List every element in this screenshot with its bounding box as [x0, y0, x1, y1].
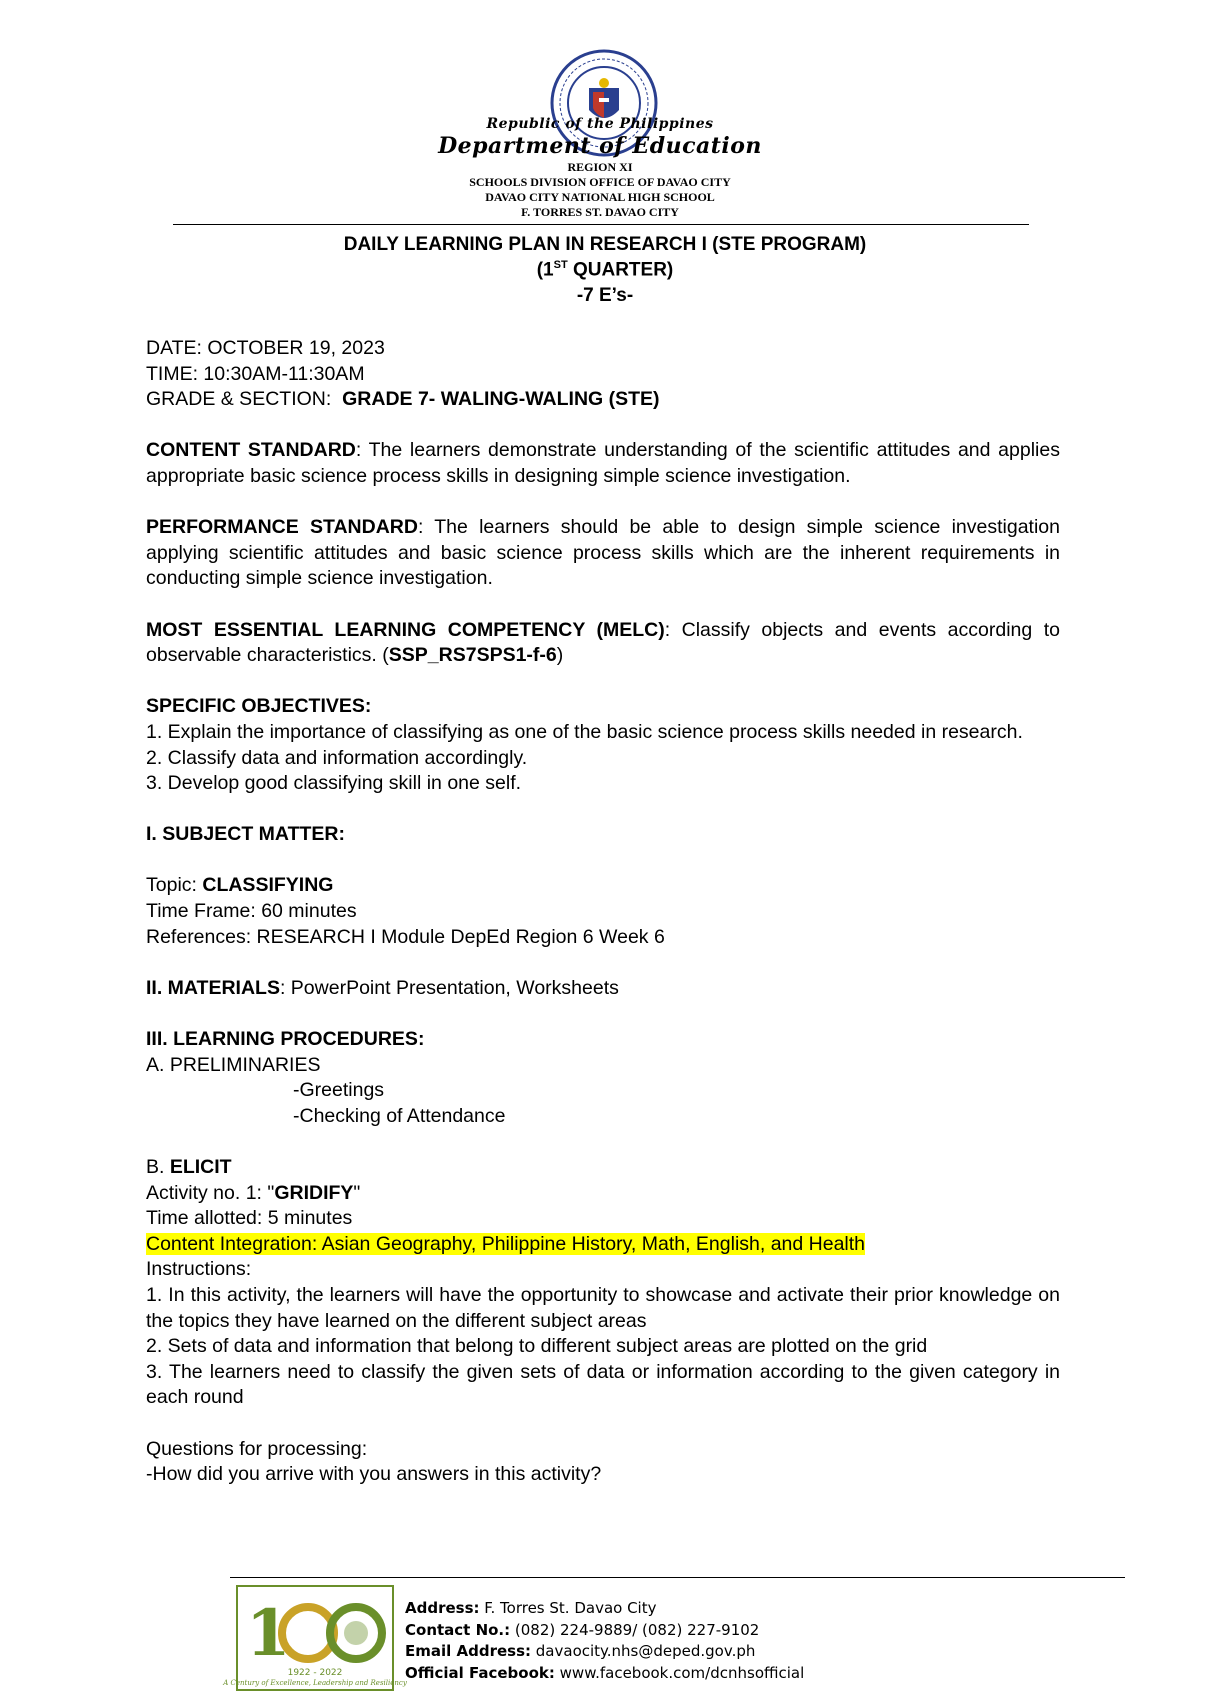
footer-contact-label: Contact No.:	[405, 1620, 511, 1639]
logo-years: 1922 - 2022	[287, 1668, 343, 1678]
materials-label: II. MATERIALS	[146, 976, 280, 999]
letterhead-school: DAVAO CITY NATIONAL HIGH SCHOOL	[485, 190, 715, 204]
performance-standard	[146, 515, 1060, 592]
quarter-prefix: (1	[536, 259, 554, 281]
question-item: -How did you arrive with you answers in this activity?	[146, 1463, 602, 1486]
letterhead-region: REGION XI	[567, 160, 633, 174]
elicit-line	[146, 1155, 1060, 1181]
subject-matter-heading	[146, 822, 1060, 848]
document-body	[146, 336, 1060, 1488]
footer-divider	[230, 1577, 1125, 1578]
grade-section-value: GRADE 7- WALING-WALING (STE)	[342, 388, 660, 411]
objectives-heading-text: SPECIFIC OBJECTIVES:	[146, 695, 372, 718]
preliminaries-item: -Checking of Attendance	[293, 1104, 506, 1127]
procedures-heading-text: III. LEARNING PROCEDURES:	[146, 1028, 425, 1051]
footer-email-label: Email Address:	[405, 1642, 532, 1660]
preliminaries-line: A. PRELIMINARIES	[146, 1053, 321, 1076]
content-integration-line	[146, 1232, 1060, 1258]
preliminaries-item: -Greetings	[293, 1079, 385, 1102]
logo-tagline: A Century of Excellence, Leadership and Resiliency	[223, 1679, 407, 1687]
elicit-prefix: B.	[146, 1156, 170, 1178]
materials-line	[146, 976, 1060, 1002]
melc-text: : Classify objects and events according to observable characteristics. (	[146, 618, 1060, 667]
footer-facebook-link[interactable]: www.facebook.com/dcnhsofficial	[554, 1663, 805, 1682]
content-standard	[146, 438, 1060, 489]
time-allotted-line: Time allotted: 5 minutes	[146, 1207, 353, 1230]
centennial-logo	[223, 1585, 407, 1691]
letterhead-republic: Republic of the Philippines	[486, 116, 714, 132]
letterhead-address: F. TORRES ST. DAVAO CITY	[521, 205, 679, 219]
questions-heading: Questions for processing:	[146, 1437, 368, 1460]
melc-code: SSP_RS7SPS1-f-6	[388, 644, 557, 667]
footer-facebook-label: Official Facebook:	[405, 1663, 555, 1682]
objectives-heading	[146, 694, 1060, 720]
performance-standard-text: : The learners should be able to design simple science investigation applying scientific attitudes and basic science process skills which are the inherent requirements in conducting simple science investigation.	[146, 516, 1060, 590]
objective-item: 1. Explain the importance of classifying as one of the basic science process skills needed in research.	[146, 720, 1023, 743]
instructions-heading: Instructions:	[146, 1258, 252, 1281]
objective-item: 2. Classify data and information accordingly.	[146, 746, 528, 769]
instruction-item: 1. In this activity, the learners will have the opportunity to showcase and activate their prior knowledge on the topics they have learned on the different subject areas	[146, 1283, 1060, 1332]
header-divider	[173, 224, 1029, 225]
materials-text: : PowerPoint Presentation, Worksheets	[279, 976, 619, 999]
objective-item: 3. Develop good classifying skill in one self.	[146, 772, 522, 795]
activity-prefix: Activity no. 1: "	[146, 1181, 275, 1204]
svg-text:1: 1	[246, 1596, 291, 1671]
letterhead-department: Department of Education	[438, 133, 762, 159]
activity-name: GRIDIFY	[274, 1181, 354, 1204]
time-frame-line: Time Frame: 60 minutes	[146, 900, 357, 923]
document-quarter	[0, 259, 1210, 281]
melc-label: MOST ESSENTIAL LEARNING COMPETENCY (MELC)	[146, 618, 665, 641]
melc	[146, 618, 1060, 669]
elicit-label: ELICIT	[169, 1156, 232, 1178]
date-line: DATE: OCTOBER 19, 2023	[146, 337, 385, 359]
footer-address-value: F. Torres St. Davao City	[479, 1599, 657, 1617]
footer-contact	[405, 1620, 804, 1642]
content-integration-highlight: Content Integration: Asian Geography, Philippine History, Math, English, and Health	[146, 1232, 866, 1255]
letterhead-division: SCHOOLS DIVISION OFFICE OF DAVAO CITY	[469, 175, 731, 189]
topic-line	[146, 873, 1060, 899]
footer-contact-value: (082) 224-9889/ (082) 227-9102	[510, 1620, 760, 1639]
content-standard-text: : The learners demonstrate understanding of the scientific attitudes and applies appropriate basic science process skills in designing simple science investigation.	[146, 439, 1060, 487]
topic-label: Topic:	[146, 874, 203, 897]
document-subtitle: -7 E’s-	[576, 285, 634, 306]
footer-email-value[interactable]: davaocity.nhs@deped.gov.ph	[531, 1642, 756, 1660]
grade-section-line	[146, 387, 1060, 413]
time-line: TIME: 10:30AM-11:30AM	[146, 362, 365, 385]
references-line: References: RESEARCH I Module DepEd Region 6 Week 6	[146, 925, 665, 948]
subject-matter-heading-text: I. SUBJECT MATTER:	[146, 823, 345, 846]
melc-close: )	[556, 644, 564, 667]
content-standard-label: CONTENT STANDARD	[146, 439, 356, 462]
quarter-superscript: ST	[553, 259, 568, 271]
performance-standard-label: PERFORMANCE STANDARD	[146, 516, 418, 539]
footer-address	[405, 1598, 804, 1620]
activity-line	[146, 1181, 1060, 1207]
instruction-item: 2. Sets of data and information that belong to different subject areas are plotted on the grid	[146, 1335, 928, 1358]
activity-suffix: "	[353, 1181, 361, 1204]
quarter-suffix: QUARTER)	[567, 259, 674, 281]
footer-facebook	[405, 1663, 804, 1685]
footer-contact-block	[405, 1598, 804, 1684]
document-title: DAILY LEARNING PLAN IN RESEARCH I (STE PROGRAM)	[343, 234, 867, 255]
procedures-heading	[146, 1027, 1060, 1053]
grade-section-label: GRADE & SECTION:	[146, 388, 343, 411]
footer-email	[405, 1641, 804, 1663]
footer-address-label: Address:	[405, 1599, 480, 1617]
instruction-item: 3. The learners need to classify the given sets of data or information according to the given category in each round	[146, 1360, 1060, 1409]
topic-value: CLASSIFYING	[202, 874, 334, 897]
